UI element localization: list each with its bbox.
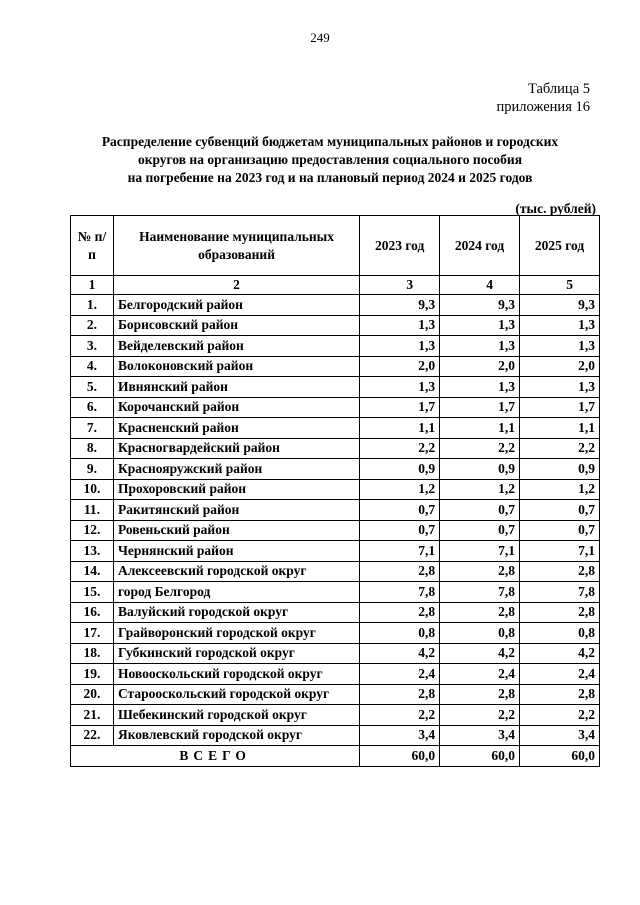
value-2025: 2,4 [520, 664, 600, 685]
header-2023: 2023 год [360, 216, 440, 276]
table-row [71, 500, 600, 521]
value-2024: 0,7 [440, 520, 520, 541]
value-2025: 2,8 [520, 684, 600, 705]
value-2025: 1,2 [520, 479, 600, 500]
municipality-name: город Белгород [113, 582, 359, 603]
row-number: 8. [71, 438, 114, 459]
municipality-name: Старооскольский городской округ [113, 684, 359, 705]
row-number: 17. [71, 623, 114, 644]
municipality-name: Краснояружский район [113, 459, 359, 480]
municipality-name: Корочанский район [113, 397, 359, 418]
value-2023: 1,7 [360, 397, 440, 418]
value-2023: 2,8 [360, 602, 440, 623]
total-label: ВСЕГО [71, 746, 360, 767]
table-reference-line1: Таблица 5 [527, 81, 590, 97]
value-2023: 2,2 [360, 438, 440, 459]
value-2024: 1,3 [440, 377, 520, 398]
row-number: 2. [71, 315, 114, 336]
municipality-name: Валуйский городской округ [113, 602, 359, 623]
value-2023: 1,3 [360, 315, 440, 336]
table-row [71, 459, 600, 480]
total-2024: 60,0 [440, 746, 520, 767]
document-title-line3: на погребение на 2023 год и на плановый период 2024 и 2025 годов [127, 170, 533, 185]
municipality-name: Волоконовский район [113, 356, 359, 377]
value-2025: 7,1 [520, 541, 600, 562]
value-2024: 7,1 [440, 541, 520, 562]
municipality-name: Чернянский район [113, 541, 359, 562]
value-2025: 3,4 [520, 725, 600, 746]
value-2024: 0,7 [440, 500, 520, 521]
column-index: 1 [71, 276, 114, 295]
value-2025: 0,7 [520, 500, 600, 521]
table-row [71, 602, 600, 623]
value-2025: 4,2 [520, 643, 600, 664]
column-index: 3 [360, 276, 440, 295]
value-2025: 2,0 [520, 356, 600, 377]
table-row [71, 664, 600, 685]
header-num: № п/п [71, 216, 114, 276]
header-2024: 2024 год [440, 216, 520, 276]
municipality-name: Ракитянский район [113, 500, 359, 521]
value-2025: 0,8 [520, 623, 600, 644]
value-2024: 4,2 [440, 643, 520, 664]
table-row [71, 541, 600, 562]
value-2023: 9,3 [360, 295, 440, 316]
table-row [71, 336, 600, 357]
document-title-line1: Распределение субвенций бюджетам муниципальных районов и городских [101, 134, 559, 149]
value-2025: 0,9 [520, 459, 600, 480]
value-2025: 2,2 [520, 438, 600, 459]
value-2023: 0,9 [360, 459, 440, 480]
value-2025: 1,3 [520, 315, 600, 336]
row-number: 4. [71, 356, 114, 377]
row-number: 6. [71, 397, 114, 418]
table-row [71, 397, 600, 418]
municipality-name: Прохоровский район [113, 479, 359, 500]
row-number: 22. [71, 725, 114, 746]
page-number: 249 [310, 30, 330, 45]
value-2024: 1,7 [440, 397, 520, 418]
value-2025: 2,2 [520, 705, 600, 726]
municipality-name: Шебекинский городской округ [113, 705, 359, 726]
table-row [71, 295, 600, 316]
row-number: 9. [71, 459, 114, 480]
table-row [71, 561, 600, 582]
value-2023: 2,0 [360, 356, 440, 377]
row-number: 13. [71, 541, 114, 562]
column-index-row [71, 276, 600, 295]
table-row [71, 520, 600, 541]
value-2025: 1,3 [520, 377, 600, 398]
value-2024: 2,8 [440, 684, 520, 705]
total-2023: 60,0 [360, 746, 440, 767]
value-2023: 2,4 [360, 664, 440, 685]
value-2023: 0,7 [360, 520, 440, 541]
unit-note: (тыс. рублей) [515, 201, 596, 216]
table-body [71, 295, 600, 746]
value-2024: 3,4 [440, 725, 520, 746]
table-row [71, 479, 600, 500]
value-2024: 1,3 [440, 336, 520, 357]
value-2025: 2,8 [520, 602, 600, 623]
row-number: 16. [71, 602, 114, 623]
table-reference-line2: приложения 16 [496, 99, 590, 115]
value-2025: 9,3 [520, 295, 600, 316]
table-row [71, 623, 600, 644]
municipality-name: Вейделевский район [113, 336, 359, 357]
table-reference [497, 80, 590, 116]
value-2024: 0,9 [440, 459, 520, 480]
value-2023: 1,1 [360, 418, 440, 439]
row-number: 10. [71, 479, 114, 500]
row-number: 14. [71, 561, 114, 582]
value-2024: 1,1 [440, 418, 520, 439]
row-number: 15. [71, 582, 114, 603]
value-2023: 3,4 [360, 725, 440, 746]
total-row [71, 746, 600, 767]
municipality-name: Красненский район [113, 418, 359, 439]
row-number: 12. [71, 520, 114, 541]
row-number: 18. [71, 643, 114, 664]
value-2023: 4,2 [360, 643, 440, 664]
table-row [71, 315, 600, 336]
value-2025: 2,8 [520, 561, 600, 582]
document-title [60, 133, 600, 187]
value-2025: 7,8 [520, 582, 600, 603]
row-number: 5. [71, 377, 114, 398]
value-2023: 2,2 [360, 705, 440, 726]
value-2024: 1,2 [440, 479, 520, 500]
value-2025: 1,1 [520, 418, 600, 439]
column-index: 4 [440, 276, 520, 295]
table-row [71, 643, 600, 664]
municipality-name: Губкинский городской округ [113, 643, 359, 664]
value-2025: 1,7 [520, 397, 600, 418]
value-2023: 1,3 [360, 377, 440, 398]
value-2024: 2,2 [440, 438, 520, 459]
row-number: 3. [71, 336, 114, 357]
value-2023: 1,2 [360, 479, 440, 500]
row-number: 21. [71, 705, 114, 726]
value-2023: 2,8 [360, 684, 440, 705]
table-row [71, 377, 600, 398]
value-2024: 7,8 [440, 582, 520, 603]
municipality-name: Яковлевский городской округ [113, 725, 359, 746]
total-2025: 60,0 [520, 746, 600, 767]
value-2023: 0,7 [360, 500, 440, 521]
value-2025: 1,3 [520, 336, 600, 357]
column-index: 5 [520, 276, 600, 295]
value-2024: 2,0 [440, 356, 520, 377]
municipality-name: Ивнянский район [113, 377, 359, 398]
municipality-name: Белгородский район [113, 295, 359, 316]
header-2025: 2025 год [520, 216, 600, 276]
document-title-line2: округов на организацию предоставления социального пособия [137, 152, 523, 167]
row-number: 11. [71, 500, 114, 521]
table-row [71, 684, 600, 705]
table-row [71, 438, 600, 459]
value-2023: 7,8 [360, 582, 440, 603]
table-row [71, 725, 600, 746]
value-2024: 9,3 [440, 295, 520, 316]
municipality-name: Красногвардейский район [113, 438, 359, 459]
value-2025: 0,7 [520, 520, 600, 541]
municipality-name: Ровеньский район [113, 520, 359, 541]
subvention-table [70, 215, 600, 767]
column-index: 2 [113, 276, 359, 295]
row-number: 1. [71, 295, 114, 316]
row-number: 20. [71, 684, 114, 705]
table-header-row [71, 216, 600, 276]
row-number: 19. [71, 664, 114, 685]
value-2024: 0,8 [440, 623, 520, 644]
municipality-name: Борисовский район [113, 315, 359, 336]
value-2024: 2,8 [440, 602, 520, 623]
table-row [71, 356, 600, 377]
municipality-name: Грайворонский городской округ [113, 623, 359, 644]
header-name: Наименование муниципальных образований [113, 216, 359, 276]
value-2024: 1,3 [440, 315, 520, 336]
municipality-name: Алексеевский городской округ [113, 561, 359, 582]
value-2023: 7,1 [360, 541, 440, 562]
value-2024: 2,4 [440, 664, 520, 685]
table-row [71, 418, 600, 439]
value-2023: 1,3 [360, 336, 440, 357]
value-2024: 2,2 [440, 705, 520, 726]
table-row [71, 705, 600, 726]
municipality-name: Новооскольский городской округ [113, 664, 359, 685]
row-number: 7. [71, 418, 114, 439]
value-2024: 2,8 [440, 561, 520, 582]
value-2023: 2,8 [360, 561, 440, 582]
table-row [71, 582, 600, 603]
value-2023: 0,8 [360, 623, 440, 644]
